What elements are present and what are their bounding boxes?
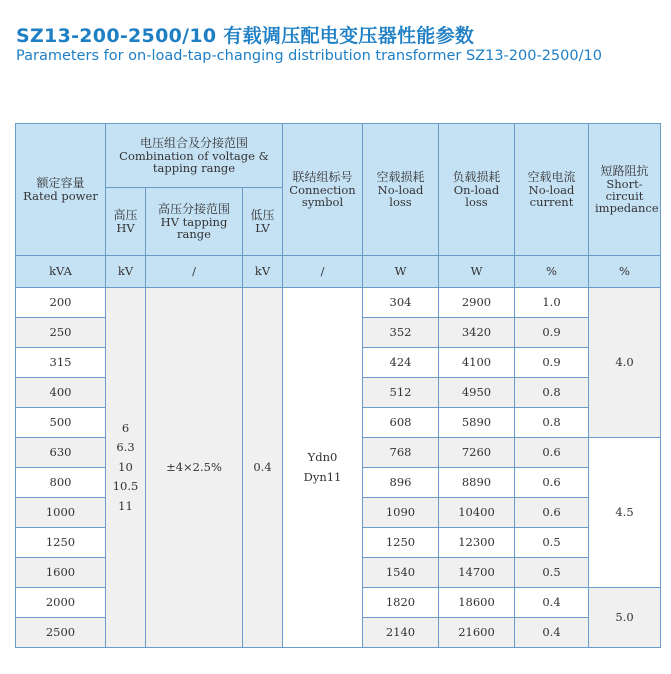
hv-value: 10.5 (112, 479, 139, 494)
header-noload-loss-en: No-load loss (377, 182, 424, 209)
cell-noload-current: 0.5 (515, 558, 589, 588)
cell-kva: 250 (16, 318, 106, 348)
header-noload-loss (363, 124, 439, 256)
header-connection-symbol (283, 124, 363, 256)
cell-kva: 500 (16, 408, 106, 438)
parameters-table (15, 123, 661, 648)
page-subtitle: Parameters for on-load-tap-changing distribution transformer SZ13-200-2500/10 (16, 48, 602, 64)
header-hv-en: HV (116, 220, 135, 235)
table-row (16, 288, 661, 318)
unit-cell: / (283, 256, 363, 288)
cell-noload-current: 0.4 (515, 588, 589, 618)
header-voltage-combination-zh: 电压组合及分接范围 (139, 136, 248, 151)
header-onload-loss-zh: 负载损耗 (452, 170, 501, 185)
cell-noload-loss: 512 (363, 378, 439, 408)
cell-noload-loss: 1820 (363, 588, 439, 618)
cell-tapping-range: ±4×2.5% (146, 288, 243, 648)
header-impedance-zh: 短路阻抗 (600, 164, 649, 179)
cell-kva: 1000 (16, 498, 106, 528)
cell-onload-loss: 4950 (439, 378, 515, 408)
cell-noload-loss: 1250 (363, 528, 439, 558)
unit-cell: W (439, 256, 515, 288)
cell-onload-loss: 3420 (439, 318, 515, 348)
cell-noload-current: 0.6 (515, 438, 589, 468)
cell-kva: 2000 (16, 588, 106, 618)
cell-kva: 1250 (16, 528, 106, 558)
connection-value: Ydn0 (307, 450, 338, 464)
page-title: SZ13-200-2500/10 有载调压配电变压器性能参数 (16, 25, 475, 47)
header-lv-en: LV (255, 220, 270, 235)
cell-impedance: 4.5 (589, 438, 661, 588)
cell-noload-current: 0.9 (515, 348, 589, 378)
cell-kva: 800 (16, 468, 106, 498)
header-noload-current-zh: 空载电流 (527, 170, 576, 185)
header-hv-tapping (146, 188, 243, 256)
hv-value: 11 (118, 498, 133, 513)
cell-noload-current: 0.6 (515, 468, 589, 498)
hv-value: 10 (118, 459, 133, 474)
cell-noload-current: 0.6 (515, 498, 589, 528)
unit-cell: kV (243, 256, 283, 288)
header-impedance (589, 124, 661, 256)
unit-cell: kVA (16, 256, 106, 288)
hv-value: 6 (121, 420, 130, 435)
header-impedance-en: Short-circuit impedance (595, 176, 659, 215)
cell-noload-current: 0.9 (515, 318, 589, 348)
header-noload-current-en: No-load current (528, 182, 575, 209)
cell-onload-loss: 12300 (439, 528, 515, 558)
cell-noload-loss: 896 (363, 468, 439, 498)
cell-noload-loss: 608 (363, 408, 439, 438)
header-hv-tapping-zh: 高压分接范围 (157, 202, 230, 217)
header-rated-power-en: Rated power (23, 188, 98, 203)
cell-onload-loss: 7260 (439, 438, 515, 468)
cell-onload-loss: 18600 (439, 588, 515, 618)
header-hv (106, 188, 146, 256)
cell-kva: 1600 (16, 558, 106, 588)
cell-onload-loss: 21600 (439, 618, 515, 648)
header-onload-loss-en: On-load loss (453, 182, 500, 209)
header-voltage-combination (106, 124, 283, 188)
connection-value: Dyn11 (303, 469, 342, 484)
unit-cell: / (146, 256, 243, 288)
header-rated-power (16, 124, 106, 256)
cell-noload-current: 0.5 (515, 528, 589, 558)
header-rated-power-zh: 额定容量 (36, 176, 85, 191)
cell-noload-loss: 1540 (363, 558, 439, 588)
cell-noload-loss: 1090 (363, 498, 439, 528)
header-voltage-combination-en: Combination of voltage & tapping range (119, 148, 269, 175)
cell-noload-loss: 768 (363, 438, 439, 468)
header-lv-zh: 低压 (250, 208, 275, 223)
unit-cell: W (363, 256, 439, 288)
cell-noload-current: 1.0 (515, 288, 589, 318)
header-hv-tapping-en: HV tapping range (160, 214, 228, 241)
cell-kva: 200 (16, 288, 106, 318)
header-noload-current (515, 124, 589, 256)
cell-onload-loss: 14700 (439, 558, 515, 588)
cell-onload-loss: 2900 (439, 288, 515, 318)
cell-noload-loss: 304 (363, 288, 439, 318)
cell-kva: 630 (16, 438, 106, 468)
cell-hv-values (106, 288, 146, 648)
cell-kva: 400 (16, 378, 106, 408)
header-noload-loss-zh: 空载损耗 (376, 170, 425, 185)
cell-noload-current: 0.8 (515, 408, 589, 438)
cell-lv-value: 0.4 (243, 288, 283, 648)
header-lv (243, 188, 283, 256)
header-hv-zh: 高压 (113, 208, 138, 223)
cell-kva: 315 (16, 348, 106, 378)
cell-impedance: 4.0 (589, 288, 661, 438)
header-onload-loss (439, 124, 515, 256)
header-connection-zh: 联结组标号 (292, 170, 353, 185)
cell-noload-current: 0.4 (515, 618, 589, 648)
cell-noload-loss: 424 (363, 348, 439, 378)
cell-onload-loss: 5890 (439, 408, 515, 438)
cell-noload-loss: 2140 (363, 618, 439, 648)
unit-cell: % (589, 256, 661, 288)
hv-value: 6.3 (116, 440, 135, 455)
cell-noload-loss: 352 (363, 318, 439, 348)
cell-noload-current: 0.8 (515, 378, 589, 408)
cell-connection-symbol (283, 288, 363, 648)
cell-onload-loss: 4100 (439, 348, 515, 378)
cell-kva: 2500 (16, 618, 106, 648)
cell-impedance: 5.0 (589, 588, 661, 648)
cell-onload-loss: 10400 (439, 498, 515, 528)
header-connection-en: Connection symbol (289, 182, 356, 209)
unit-cell: kV (106, 256, 146, 288)
cell-onload-loss: 8890 (439, 468, 515, 498)
unit-cell: % (515, 256, 589, 288)
